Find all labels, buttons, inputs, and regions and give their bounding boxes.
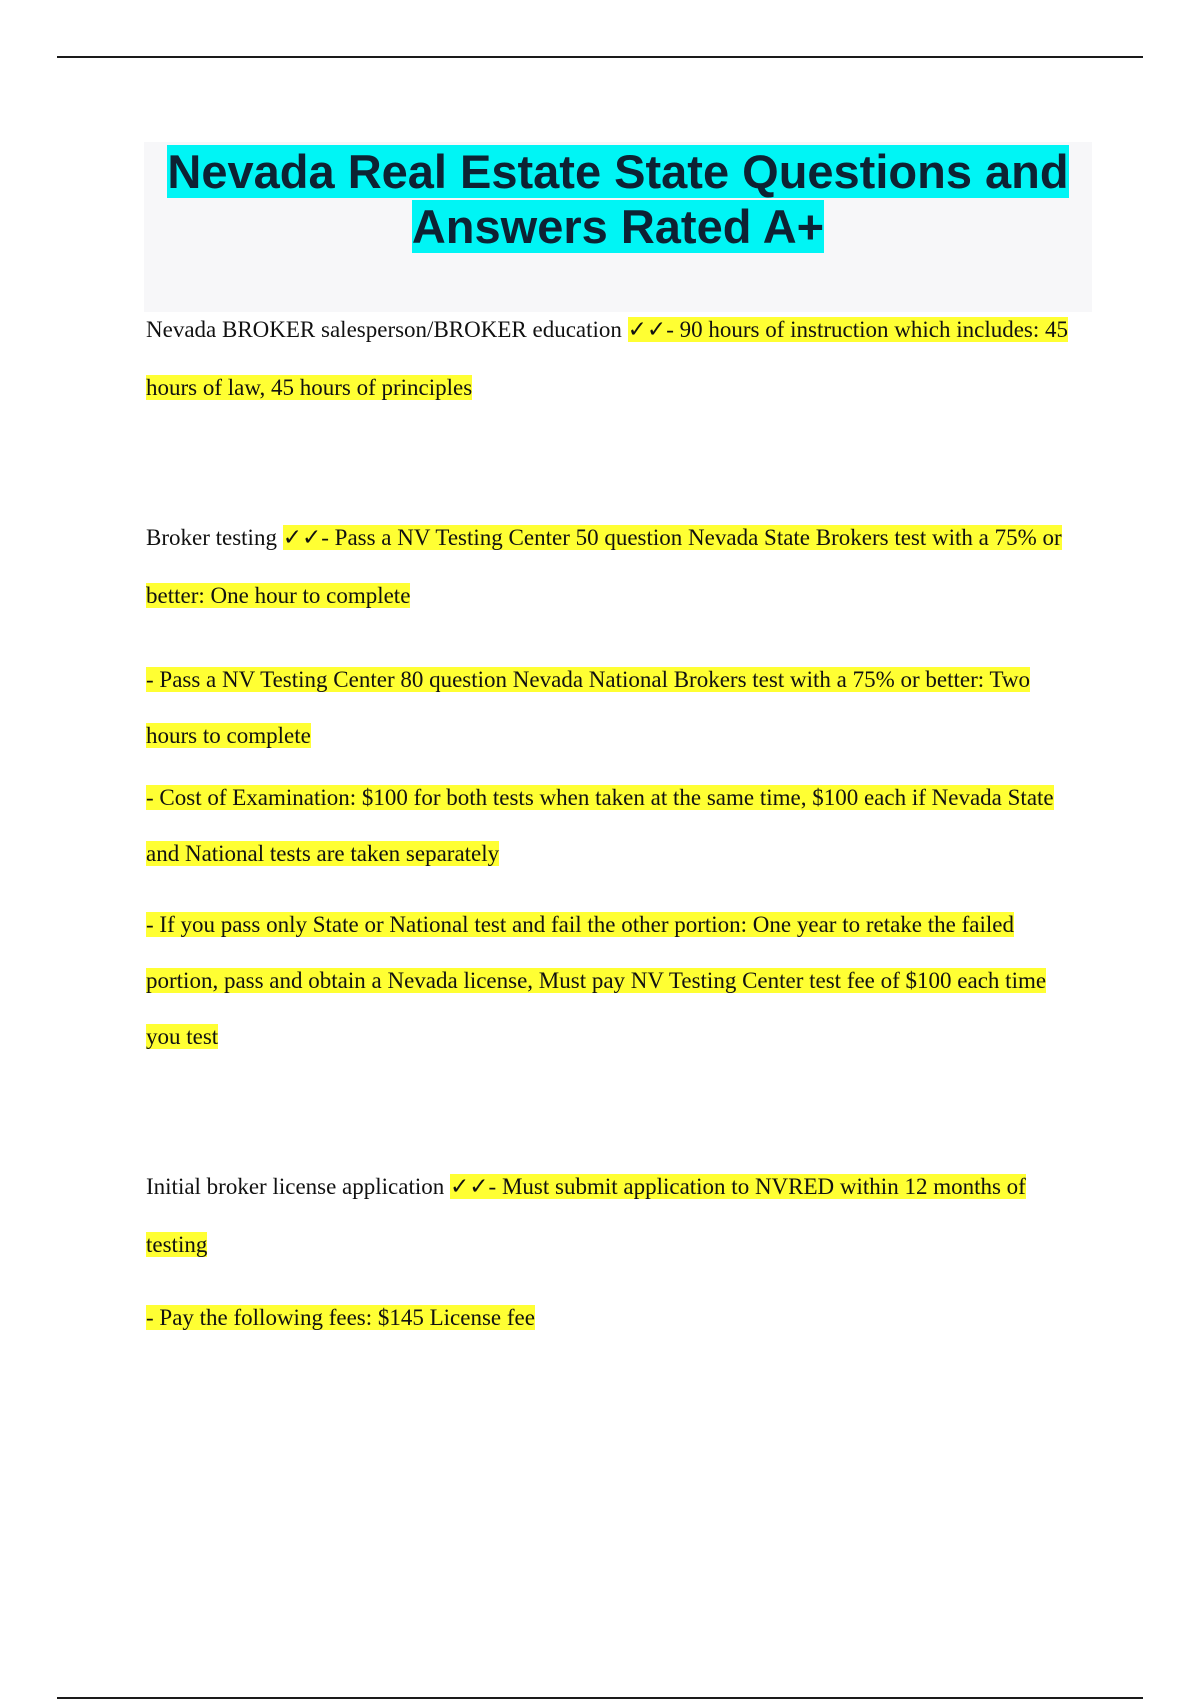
answer-text: - Pass a NV Testing Center 80 question Nevada National Brokers test with a 75% or better: Two hours to complete	[146, 667, 1031, 748]
qa-paragraph	[146, 1158, 1086, 1274]
qa-paragraph	[146, 509, 1086, 624]
qa-paragraph	[146, 301, 1086, 416]
double-check-icon: ✓✓	[627, 317, 667, 343]
question-text: Broker testing	[146, 525, 277, 550]
answer-text: - Cost of Examination: $100 for both tests when taken at the same time, $100 each if Nevada State and National tests are taken separately	[146, 785, 1054, 866]
answer-line	[146, 897, 1086, 1065]
top-rule	[57, 56, 1143, 58]
question-text: Initial broker license application	[146, 1174, 445, 1199]
question-text: Nevada BROKER salesperson/BROKER education	[146, 317, 622, 342]
answer-text: - Pay the following fees: $145 License fee	[146, 1305, 535, 1330]
answer-line	[146, 652, 1086, 764]
answer-line	[146, 1289, 1086, 1346]
qa-item-broker-testing	[146, 509, 1086, 624]
answer-highlight	[146, 525, 1062, 608]
double-check-icon: ✓✓	[282, 525, 322, 551]
answer-text: - Pass a NV Testing Center 50 question Nevada State Brokers test with a 75% or better: One hour to complete	[146, 525, 1062, 608]
qa-item-education	[146, 301, 1086, 416]
answer-text: - If you pass only State or National test and fail the other portion: One year to retake the failed portion, pass and obtain a Nevada license, Must pay NV Testing Center test fee of $100 each time you test	[146, 912, 1047, 1049]
answer-text: - Must submit application to NVRED within 12 months of testing	[146, 1174, 1026, 1257]
title-block	[144, 142, 1092, 312]
answer-line	[146, 770, 1086, 882]
double-check-icon: ✓✓	[450, 1174, 489, 1200]
page-title: Nevada Real Estate State Questions and Answers Rated A+	[167, 145, 1069, 253]
bottom-rule	[57, 1697, 1143, 1699]
answer-text: - 90 hours of instruction which includes: 45 hours of law, 45 hours of principles	[146, 317, 1069, 400]
qa-item-license-application	[146, 1158, 1086, 1274]
